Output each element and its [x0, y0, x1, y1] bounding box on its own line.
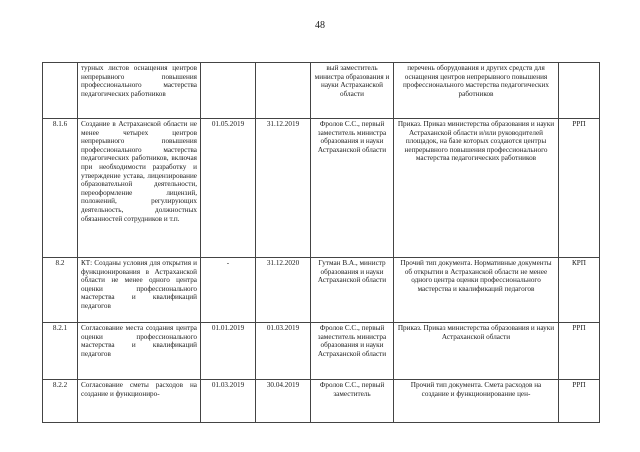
- responsible-cell: Фролов С.С., первый заместитель: [311, 380, 394, 423]
- control-level-cell: РРП: [559, 119, 600, 258]
- responsible-cell: Гутман В.А., министр образования и науки Астраханской области: [311, 258, 394, 323]
- task-name-cell: КТ: Созданы условия для открытия и функционирования в Астраханской области не менее одного центра оценки профессионального мастерства и квалификаций педагогов: [78, 258, 201, 323]
- start-date-cell: 01.03.2019: [201, 380, 256, 423]
- end-date-cell: 30.04.2019: [256, 380, 311, 423]
- start-date-cell: -: [201, 258, 256, 323]
- start-date-cell: 01.01.2019: [201, 323, 256, 380]
- start-date-cell: 01.05.2019: [201, 119, 256, 258]
- control-level-cell: [559, 63, 600, 119]
- start-date-cell: [201, 63, 256, 119]
- task-name-cell: турных листов оснащения центров непрерывного повышения профессионального мастерства педагогических работников: [78, 63, 201, 119]
- control-level-cell: РРП: [559, 323, 600, 380]
- table-row: [43, 119, 600, 258]
- page-number: 48: [315, 20, 325, 31]
- result-cell: Прочий тип документа. Смета расходов на создание и функционирование цен-: [394, 380, 559, 423]
- row-number-cell: 8.2.1: [43, 323, 78, 380]
- result-cell: Прочий тип документа. Нормативные документы об открытии в Астраханской области не менее одного центра оценки профессионального мастерства и квалификаций педагогов: [394, 258, 559, 323]
- row-number-cell: 8.2: [43, 258, 78, 323]
- result-cell: перечень оборудования и других средств для оснащения центров непрерывного повышения профессионального мастерства педагогических работников: [394, 63, 559, 119]
- task-name-cell: Согласование места создания центра оценки профессионального мастерства и квалификаций педагогов: [78, 323, 201, 380]
- row-number-cell: 8.1.6: [43, 119, 78, 258]
- table-row: [43, 258, 600, 323]
- end-date-cell: [256, 63, 311, 119]
- task-name-cell: Создание в Астраханской области не менее четырех центров непрерывного повышения профессионального мастерства педагогических работников, включая при необходимости разработку и утверждение устава, лицензирование образовательной деятельности, переоформление лицензий, положений, регулирующих деятельность, должностных обязанностей сотрудников и т.п.: [78, 119, 201, 258]
- end-date-cell: 01.03.2019: [256, 323, 311, 380]
- table-row: [43, 323, 600, 380]
- plan-table: [42, 62, 600, 423]
- responsible-cell: вый заместитель министра образования и науки Астраханской области: [311, 63, 394, 119]
- result-cell: Приказ. Приказ министерства образования и науки Астраханской области: [394, 323, 559, 380]
- task-name-cell: Согласование сметы расходов на создание и функциониро-: [78, 380, 201, 423]
- control-level-cell: КРП: [559, 258, 600, 323]
- row-number-cell: [43, 63, 78, 119]
- result-cell: Приказ. Приказ министерства образования и науки Астраханской области и/или руководителей площадок, на базе которых создаются центры непрерывного повышения профессионального мастерства педагогических работников: [394, 119, 559, 258]
- end-date-cell: 31.12.2019: [256, 119, 311, 258]
- table-row: [43, 63, 600, 119]
- control-level-cell: РРП: [559, 380, 600, 423]
- table-row: [43, 380, 600, 423]
- responsible-cell: Фролов С.С., первый заместитель министра образования и науки Астраханской области: [311, 323, 394, 380]
- end-date-cell: 31.12.2020: [256, 258, 311, 323]
- row-number-cell: 8.2.2: [43, 380, 78, 423]
- responsible-cell: Фролов С.С., первый заместитель министра образования и науки Астраханской области: [311, 119, 394, 258]
